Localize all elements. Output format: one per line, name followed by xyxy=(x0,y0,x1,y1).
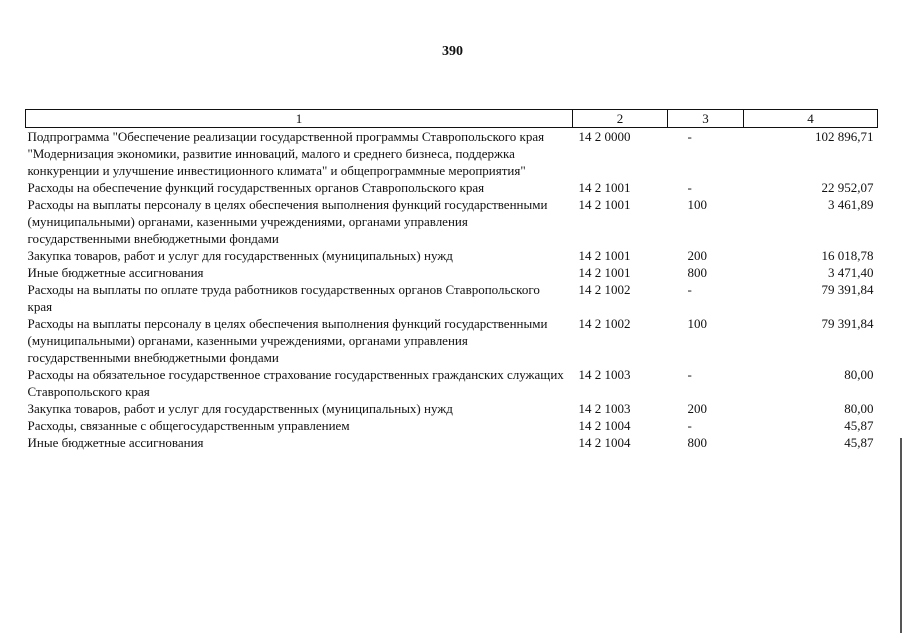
row-name: Подпрограмма "Обеспечение реализации государственной программы Ставропольского края "Модернизация экономики, развитие инноваций, малого и среднего бизнеса, поддержка конкуренции и улучшение инвестиционного климата" и общепрограммные мероприятия" xyxy=(27,129,545,178)
row-code: 14 2 1002 xyxy=(578,316,631,331)
row-code: 14 2 1002 xyxy=(578,282,631,297)
header-col-4: 4 xyxy=(744,110,878,128)
table-row xyxy=(26,196,878,247)
row-amount: 102 896,71 xyxy=(815,129,874,144)
row-amount: 45,87 xyxy=(844,418,874,433)
table-row xyxy=(26,400,878,417)
header-col-3: 3 xyxy=(668,110,744,128)
row-amount: 3 471,40 xyxy=(828,265,874,280)
row-vr: 200 xyxy=(687,401,707,416)
scan-edge-line xyxy=(900,438,902,633)
row-amount: 80,00 xyxy=(844,401,874,416)
row-code: 14 2 1003 xyxy=(578,367,631,382)
row-code: 14 2 0000 xyxy=(578,129,631,144)
row-amount: 22 952,07 xyxy=(821,180,874,195)
row-vr: - xyxy=(687,367,692,382)
table-row xyxy=(26,128,878,180)
row-vr: - xyxy=(687,418,692,433)
table-row xyxy=(26,179,878,196)
table-row xyxy=(26,247,878,264)
budget-table-container xyxy=(25,109,877,451)
row-amount: 3 461,89 xyxy=(828,197,874,212)
row-code: 14 2 1004 xyxy=(578,435,631,450)
table-row xyxy=(26,281,878,315)
row-name: Закупка товаров, работ и услуг для государственных (муниципальных) нужд xyxy=(27,248,453,263)
row-name: Закупка товаров, работ и услуг для государственных (муниципальных) нужд xyxy=(27,401,453,416)
header-col-1: 1 xyxy=(26,110,573,128)
row-amount: 80,00 xyxy=(844,367,874,382)
row-code: 14 2 1001 xyxy=(578,197,631,212)
row-vr: - xyxy=(687,282,692,297)
row-code: 14 2 1001 xyxy=(578,180,631,195)
row-vr: 800 xyxy=(687,265,707,280)
table-row xyxy=(26,417,878,434)
table-row xyxy=(26,434,878,451)
row-name: Расходы на обязательное государственное страхование государственных гражданских служащих Ставропольского края xyxy=(27,367,564,399)
row-amount: 16 018,78 xyxy=(821,248,874,263)
row-name: Расходы на обеспечение функций государственных органов Ставропольского края xyxy=(27,180,485,195)
row-code: 14 2 1003 xyxy=(578,401,631,416)
table-row xyxy=(26,315,878,366)
row-vr: - xyxy=(687,180,692,195)
row-amount: 79 391,84 xyxy=(821,282,874,297)
row-vr: 100 xyxy=(687,197,707,212)
row-amount: 45,87 xyxy=(844,435,874,450)
table-row xyxy=(26,264,878,281)
row-name: Иные бюджетные ассигнования xyxy=(27,265,204,280)
row-code: 14 2 1004 xyxy=(578,418,631,433)
row-amount: 79 391,84 xyxy=(821,316,874,331)
row-name: Расходы на выплаты персоналу в целях обеспечения выполнения функций государственными (муниципальными) органами, казенными учреждениями, органами управления государственными внебюджетными фондами xyxy=(27,316,548,365)
row-name: Расходы, связанные с общегосударственным управлением xyxy=(27,418,350,433)
table-header-row xyxy=(26,110,878,128)
row-vr: 800 xyxy=(687,435,707,450)
row-name: Расходы на выплаты персоналу в целях обеспечения выполнения функций государственными (муниципальными) органами, казенными учреждениями, органами управления государственными внебюджетными фондами xyxy=(27,197,548,246)
page-number: 390 xyxy=(442,44,463,59)
table-row xyxy=(26,366,878,400)
header-col-2: 2 xyxy=(573,110,668,128)
row-code: 14 2 1001 xyxy=(578,265,631,280)
row-vr: 200 xyxy=(687,248,707,263)
row-code: 14 2 1001 xyxy=(578,248,631,263)
budget-table xyxy=(25,109,878,451)
row-name: Иные бюджетные ассигнования xyxy=(27,435,204,450)
row-vr: - xyxy=(687,129,692,144)
row-name: Расходы на выплаты по оплате труда работников государственных органов Ставропольского края xyxy=(27,282,540,314)
row-vr: 100 xyxy=(687,316,707,331)
